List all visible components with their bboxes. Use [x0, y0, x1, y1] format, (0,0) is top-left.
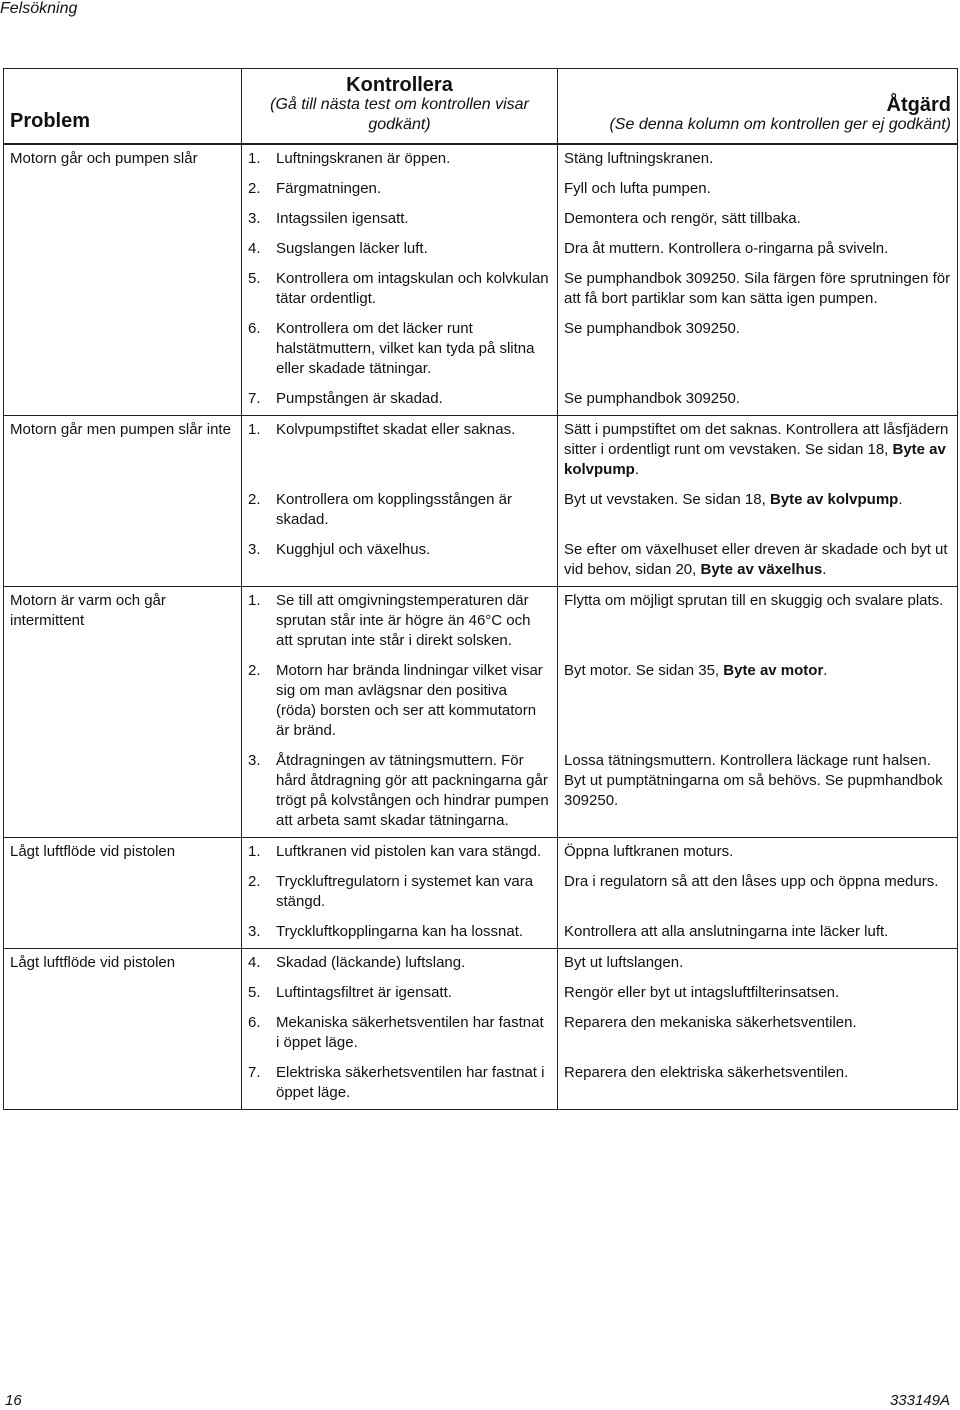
check-cell	[242, 205, 558, 235]
header-action	[558, 69, 958, 145]
check-number: 2.	[248, 662, 261, 679]
action-cell	[558, 265, 958, 315]
check-number: 4.	[248, 240, 261, 257]
check-cell	[242, 416, 558, 487]
action-cell	[558, 235, 958, 265]
action-text: Se pumphandbok 309250.	[564, 320, 740, 337]
check-number: 1.	[248, 843, 261, 860]
action-cell	[558, 587, 958, 658]
header-check-subtitle: (Gå till nästa test om kontrollen visar godkänt)	[270, 96, 529, 133]
check-number: 3.	[248, 752, 261, 769]
check-number: 2.	[248, 491, 261, 508]
check-number: 1.	[248, 592, 261, 609]
action-cell	[558, 416, 958, 487]
action-cell	[558, 918, 958, 949]
action-cell	[558, 144, 958, 175]
check-cell	[242, 235, 558, 265]
check-text: Kugghjul och växelhus.	[276, 541, 431, 558]
check-text: Se till att omgivningstemperaturen där sprutan står inte är högre än 46°C och att sprutan inte står i direkt solsken.	[276, 592, 531, 649]
action-cell	[558, 205, 958, 235]
table-row	[4, 175, 958, 205]
action-text: Se pumphandbok 309250.	[564, 390, 740, 407]
problem-cell	[4, 747, 242, 838]
problem-cell	[4, 536, 242, 587]
action-cell	[558, 979, 958, 1009]
table-header-row	[4, 69, 958, 145]
check-text: Luftkranen vid pistolen kan vara stängd.	[276, 843, 542, 860]
action-text-end: .	[822, 561, 827, 578]
problem-cell	[4, 315, 242, 385]
check-number: 3.	[248, 923, 261, 940]
header-action-subtitle: (Se denna kolumn om kontrollen ger ej godkänt)	[609, 116, 951, 133]
table-row	[4, 205, 958, 235]
check-text: Skadad (läckande) luftslang.	[276, 954, 466, 971]
table-row	[4, 979, 958, 1009]
table-row	[4, 587, 958, 658]
table-row	[4, 315, 958, 385]
action-text: Byt motor. Se sidan 35,	[564, 662, 724, 679]
header-problem: Problem	[4, 69, 242, 145]
check-number: 3.	[248, 541, 261, 558]
action-cell	[558, 175, 958, 205]
table-row	[4, 416, 958, 487]
action-text-end: .	[898, 491, 903, 508]
check-cell	[242, 1009, 558, 1059]
check-text: Tryckluftkopplingarna kan ha lossnat.	[276, 923, 524, 940]
problem-cell	[4, 385, 242, 416]
check-cell	[242, 657, 558, 747]
action-text: Demontera och rengör, sätt tillbaka.	[564, 210, 801, 227]
problem-cell	[4, 235, 242, 265]
header-check	[242, 69, 558, 145]
action-cell	[558, 486, 958, 536]
check-cell	[242, 747, 558, 838]
check-number: 6.	[248, 1014, 261, 1031]
check-cell	[242, 868, 558, 918]
table-row	[4, 144, 958, 175]
action-text: Stäng luftningskranen.	[564, 150, 714, 167]
action-text: Öppna luftkranen moturs.	[564, 843, 734, 860]
check-cell	[242, 979, 558, 1009]
check-text: Luftningskranen är öppen.	[276, 150, 451, 167]
action-text: Reparera den mekaniska säkerhetsventilen.	[564, 1014, 857, 1031]
action-reference: Byte av kolvpump	[564, 441, 946, 478]
problem-cell: Motorn går och pumpen slår	[4, 144, 242, 175]
action-cell	[558, 838, 958, 869]
problem-cell	[4, 918, 242, 949]
problem-cell	[4, 1059, 242, 1110]
check-text: Kontrollera om det läcker runt halstätmuttern, vilket kan tyda på slitna eller skadade tätningar.	[276, 320, 535, 377]
table-row	[4, 385, 958, 416]
action-text: Reparera den elektriska säkerhetsventilen.	[564, 1064, 849, 1081]
check-cell	[242, 385, 558, 416]
check-cell	[242, 144, 558, 175]
action-cell	[558, 1059, 958, 1110]
table-row	[4, 868, 958, 918]
problem-cell: Lågt luftflöde vid pistolen	[4, 838, 242, 869]
check-text: Tryckluftregulatorn i systemet kan vara stängd.	[276, 873, 534, 910]
action-cell	[558, 657, 958, 747]
check-number: 1.	[248, 150, 261, 167]
check-text: Sugslangen läcker luft.	[276, 240, 428, 257]
action-cell	[558, 868, 958, 918]
action-text: Byt ut luftslangen.	[564, 954, 684, 971]
action-text: Rengör eller byt ut intagsluftfilterinsatsen.	[564, 984, 840, 1001]
table-row	[4, 1059, 958, 1110]
check-cell	[242, 918, 558, 949]
table-row	[4, 657, 958, 747]
action-text: Fyll och lufta pumpen.	[564, 180, 711, 197]
check-cell	[242, 536, 558, 587]
table-row	[4, 838, 958, 869]
check-number: 3.	[248, 210, 261, 227]
troubleshooting-table	[3, 68, 958, 1110]
action-text-end: .	[634, 461, 640, 478]
action-text: Byt ut vevstaken. Se sidan 18,	[564, 491, 770, 508]
problem-cell: Motorn är varm och går intermittent	[4, 587, 242, 658]
action-text: Kontrollera att alla anslutningarna inte läcker luft.	[564, 923, 889, 940]
page-number: 16	[5, 1392, 22, 1409]
check-cell	[242, 949, 558, 980]
document-number: 333149A	[889, 1392, 950, 1409]
check-number: 2.	[248, 180, 261, 197]
check-text: Åtdragningen av tätningsmuttern. För hård åtdragning gör att packningarna går trögt på kolvstången och hindrar pumpen att arbeta samt skadar tätningarna.	[276, 752, 549, 829]
check-cell	[242, 587, 558, 658]
table-row	[4, 265, 958, 315]
check-cell	[242, 175, 558, 205]
problem-cell	[4, 205, 242, 235]
action-text: Se pumphandbok 309250. Sila färgen före sprutningen för att få bort partiklar som kan sätta igen pumpen.	[564, 270, 951, 307]
action-reference: Byte av kolvpump	[769, 491, 899, 508]
table-row	[4, 747, 958, 838]
action-reference: Byte av motor	[723, 662, 824, 679]
table-row	[4, 235, 958, 265]
check-number: 5.	[248, 270, 261, 287]
header-check-title: Kontrollera	[346, 74, 453, 96]
action-text: Flytta om möjligt sprutan till en skuggig och svalare plats.	[564, 592, 944, 609]
action-text: Sätt i pumpstiftet om det saknas. Kontrollera att låsfjädern sitter i ordentligt runt om vevstaken. Se sidan 18,	[564, 421, 949, 458]
problem-cell	[4, 175, 242, 205]
check-text: Kolvpumpstiftet skadat eller saknas.	[276, 421, 516, 438]
action-cell	[558, 385, 958, 416]
problem-cell: Lågt luftflöde vid pistolen	[4, 949, 242, 980]
action-cell	[558, 315, 958, 385]
check-cell	[242, 1059, 558, 1110]
action-text: Dra åt muttern. Kontrollera o-ringarna på sviveln.	[564, 240, 889, 257]
check-text: Mekaniska säkerhetsventilen har fastnat i öppet läge.	[276, 1014, 544, 1051]
action-cell	[558, 1009, 958, 1059]
action-text: Se efter om växelhuset eller dreven är skadade och byt ut vid behov, sidan 20,	[564, 541, 948, 578]
check-number: 4.	[248, 954, 261, 971]
action-cell	[558, 949, 958, 980]
problem-cell	[4, 868, 242, 918]
action-reference: Byte av växelhus	[700, 561, 823, 578]
check-cell	[242, 486, 558, 536]
check-number: 7.	[248, 1064, 261, 1081]
problem-cell	[4, 979, 242, 1009]
check-text: Luftintagsfiltret är igensatt.	[276, 984, 452, 1001]
check-text: Pumpstången är skadad.	[276, 390, 443, 407]
problem-cell: Motorn går men pumpen slår inte	[4, 416, 242, 487]
check-number: 2.	[248, 873, 261, 890]
table-row	[4, 536, 958, 587]
check-text: Motorn har brända lindningar vilket visar sig om man avlägsnar den positiva (röda) borsten och ser att kommutatorn är bränd.	[276, 662, 543, 739]
problem-cell	[4, 265, 242, 315]
action-cell	[558, 536, 958, 587]
table-row	[4, 949, 958, 980]
check-text: Kontrollera om kopplingsstången är skadad.	[276, 491, 512, 528]
check-number: 5.	[248, 984, 261, 1001]
action-text: Dra i regulatorn så att den låses upp och öppna medurs.	[564, 873, 939, 890]
check-text: Elektriska säkerhetsventilen har fastnat i öppet läge.	[276, 1064, 545, 1101]
check-number: 7.	[248, 390, 261, 407]
action-text-end: .	[823, 662, 828, 679]
check-cell	[242, 838, 558, 869]
table-row	[4, 1009, 958, 1059]
check-cell	[242, 265, 558, 315]
section-title: Felsökning	[0, 0, 78, 17]
table-row	[4, 486, 958, 536]
action-cell	[558, 747, 958, 838]
check-text: Kontrollera om intagskulan och kolvkulan tätar ordentligt.	[276, 270, 549, 307]
problem-cell	[4, 486, 242, 536]
table-row	[4, 918, 958, 949]
check-number: 1.	[248, 421, 261, 438]
check-text: Intagssilen igensatt.	[276, 210, 409, 227]
action-text: Lossa tätningsmuttern. Kontrollera läckage runt halsen. Byt ut pumptätningarna om så behövs. Se pupmhandbok 309250.	[564, 752, 943, 809]
problem-cell	[4, 657, 242, 747]
problem-cell	[4, 1009, 242, 1059]
check-text: Färgmatningen.	[276, 180, 382, 197]
check-cell	[242, 315, 558, 385]
header-action-title: Åtgärd	[886, 94, 951, 116]
check-number: 6.	[248, 320, 261, 337]
